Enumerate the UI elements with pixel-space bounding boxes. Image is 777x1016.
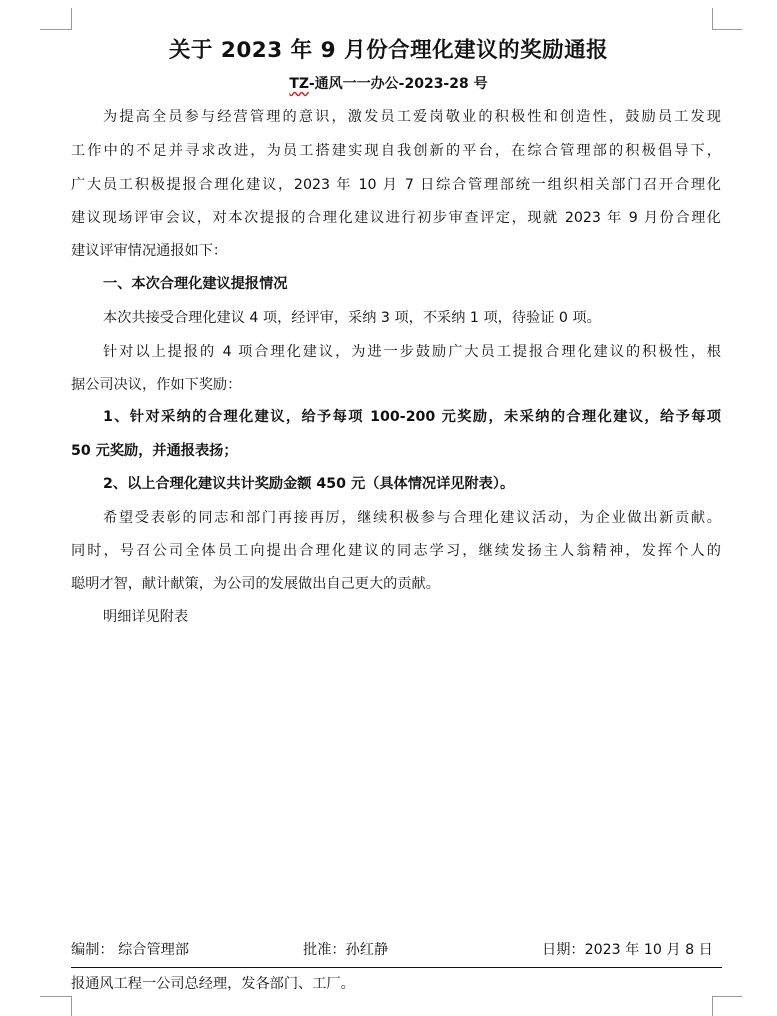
intro-line-2: 工作中的不足并寻求改进，为员工搭建实现自我创新的平台，在综合管理部的积极倡导下， [71,143,721,159]
reward-item-1-line-1: 1、针对采纳的合理化建议，给予每项 100-200 元奖励，未采纳的合理化建议，给予每项 [103,409,721,425]
intro-line-5: 建议评审情况通报如下： [71,243,228,259]
signature-row [71,939,721,961]
attachment-note: 明细详见附表 [103,609,189,625]
document-title: 关于 2023 年 9 月份合理化建议的奖励通报 [168,38,609,63]
reward-intro-line-2: 据公司决议，作如下奖励： [71,377,242,393]
section1-heading: 一、本次合理化建议提报情况 [103,276,288,292]
closing-line-1: 希望受表彰的同志和部门再接再厉，继续积极参与合理化建议活动，为企业做出新贡献。 [103,510,721,526]
reward-item-2: 2、以上合理化建议共计奖励金额 450 元（具体情况详见附表）。 [103,476,515,492]
intro-line-4: 建议现场评审会议，对本次提报的合理化建议进行初步审查评定，现就 2023 年 9 月份合理化 [71,210,721,226]
intro-line-3: 广大员工积极提报合理化建议，2023 年 10 月 7 日综合管理部统一组织相关部门召开合理化 [71,177,721,193]
document-number [0,73,777,93]
footer-divider [71,967,722,968]
document-number-rest: -通风一一办公-2023-28 号 [308,76,488,92]
reward-intro-line-1: 针对以上提报的 4 项合理化建议，为进一步鼓励广大员工提报合理化建议的积极性，根 [103,344,721,360]
closing-line-2: 同时，号召公司全体员工向提出合理化建议的同志学习，继续发扬主人翁精神，发挥个人的 [71,543,721,559]
prepared-by: 编制： 综合管理部 [71,942,190,958]
closing-line-3: 聪明才智，献计献策，为公司的发展做出自己更大的贡献。 [71,576,440,592]
issue-date: 日期：2023 年 10 月 8 日 [542,942,713,958]
section1-text: 本次共接受合理化建议 4 项，经评审，采纳 3 项，不采纳 1 项，待验证 0 项。 [103,310,601,326]
reward-item-1-line-2: 50 元奖励，并通报表扬； [71,443,238,459]
approved-by: 批准：孙红静 [303,942,389,958]
intro-line-1: 为提高全员参与经营管理的意识，激发员工爱岗敬业的积极性和创造性，鼓励员工发现 [103,109,721,125]
distribution-list: 报通风工程一公司总经理，发各部门、工厂。 [71,976,355,992]
document-number-prefix: TZ [289,76,309,92]
